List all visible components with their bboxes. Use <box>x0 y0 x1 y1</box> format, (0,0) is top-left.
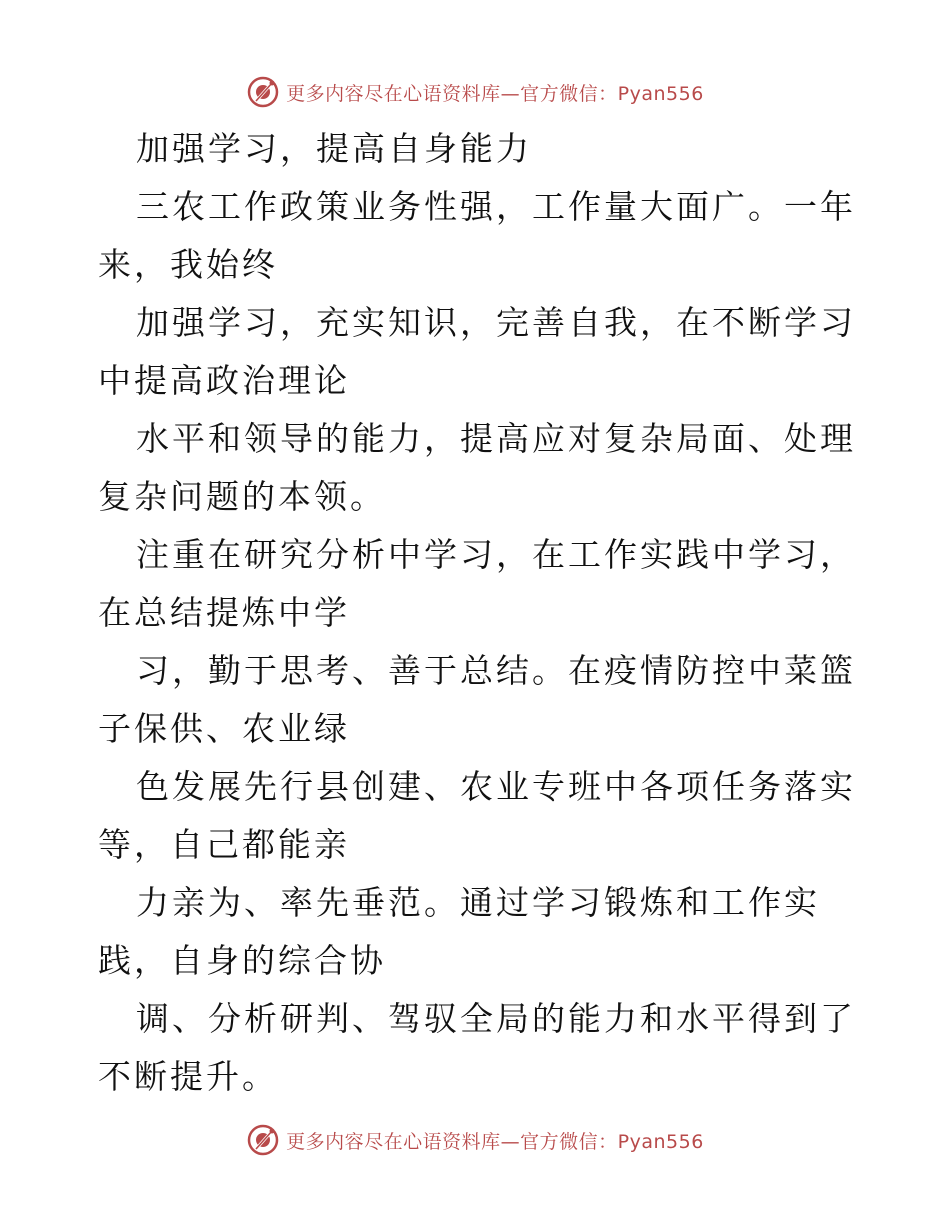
paragraph: 注重在研究分析中学习，在工作实践中学习，在总结提炼中学 <box>98 535 856 632</box>
paragraph: 色发展先行县创建、农业专班中各项任务落实等，自己都能亲 <box>98 767 856 864</box>
footer-banner-text: 更多内容尽在心语资料库—官方微信：Pyan556 <box>286 1130 704 1153</box>
header-banner <box>0 72 950 112</box>
paragraph: 加强学习，充实知识，完善自我，在不断学习中提高政治理论 <box>98 303 856 400</box>
header-banner-text: 更多内容尽在心语资料库—官方微信：Pyan556 <box>286 82 704 105</box>
paragraph: 三农工作政策业务性强，工作量大面广。一年来，我始终 <box>98 187 856 284</box>
header-banner-content <box>246 75 704 109</box>
paragraph: 加强学习，提高自身能力 <box>136 129 532 168</box>
logo-icon <box>246 75 280 109</box>
document-body <box>98 120 868 1106</box>
paragraph: 水平和领导的能力，提高应对复杂局面、处理复杂问题的本领。 <box>98 419 856 516</box>
footer-banner <box>0 1120 950 1160</box>
footer-banner-content <box>246 1123 704 1157</box>
paragraph: 调、分析研判、驾驭全局的能力和水平得到了不断提升。 <box>98 999 856 1096</box>
paragraph: 习，勤于思考、善于总结。在疫情防控中菜篮子保供、农业绿 <box>98 651 856 748</box>
paragraph: 力亲为、率先垂范。通过学习锻炼和工作实践，自身的综合协 <box>98 883 820 980</box>
logo-icon <box>246 1123 280 1157</box>
